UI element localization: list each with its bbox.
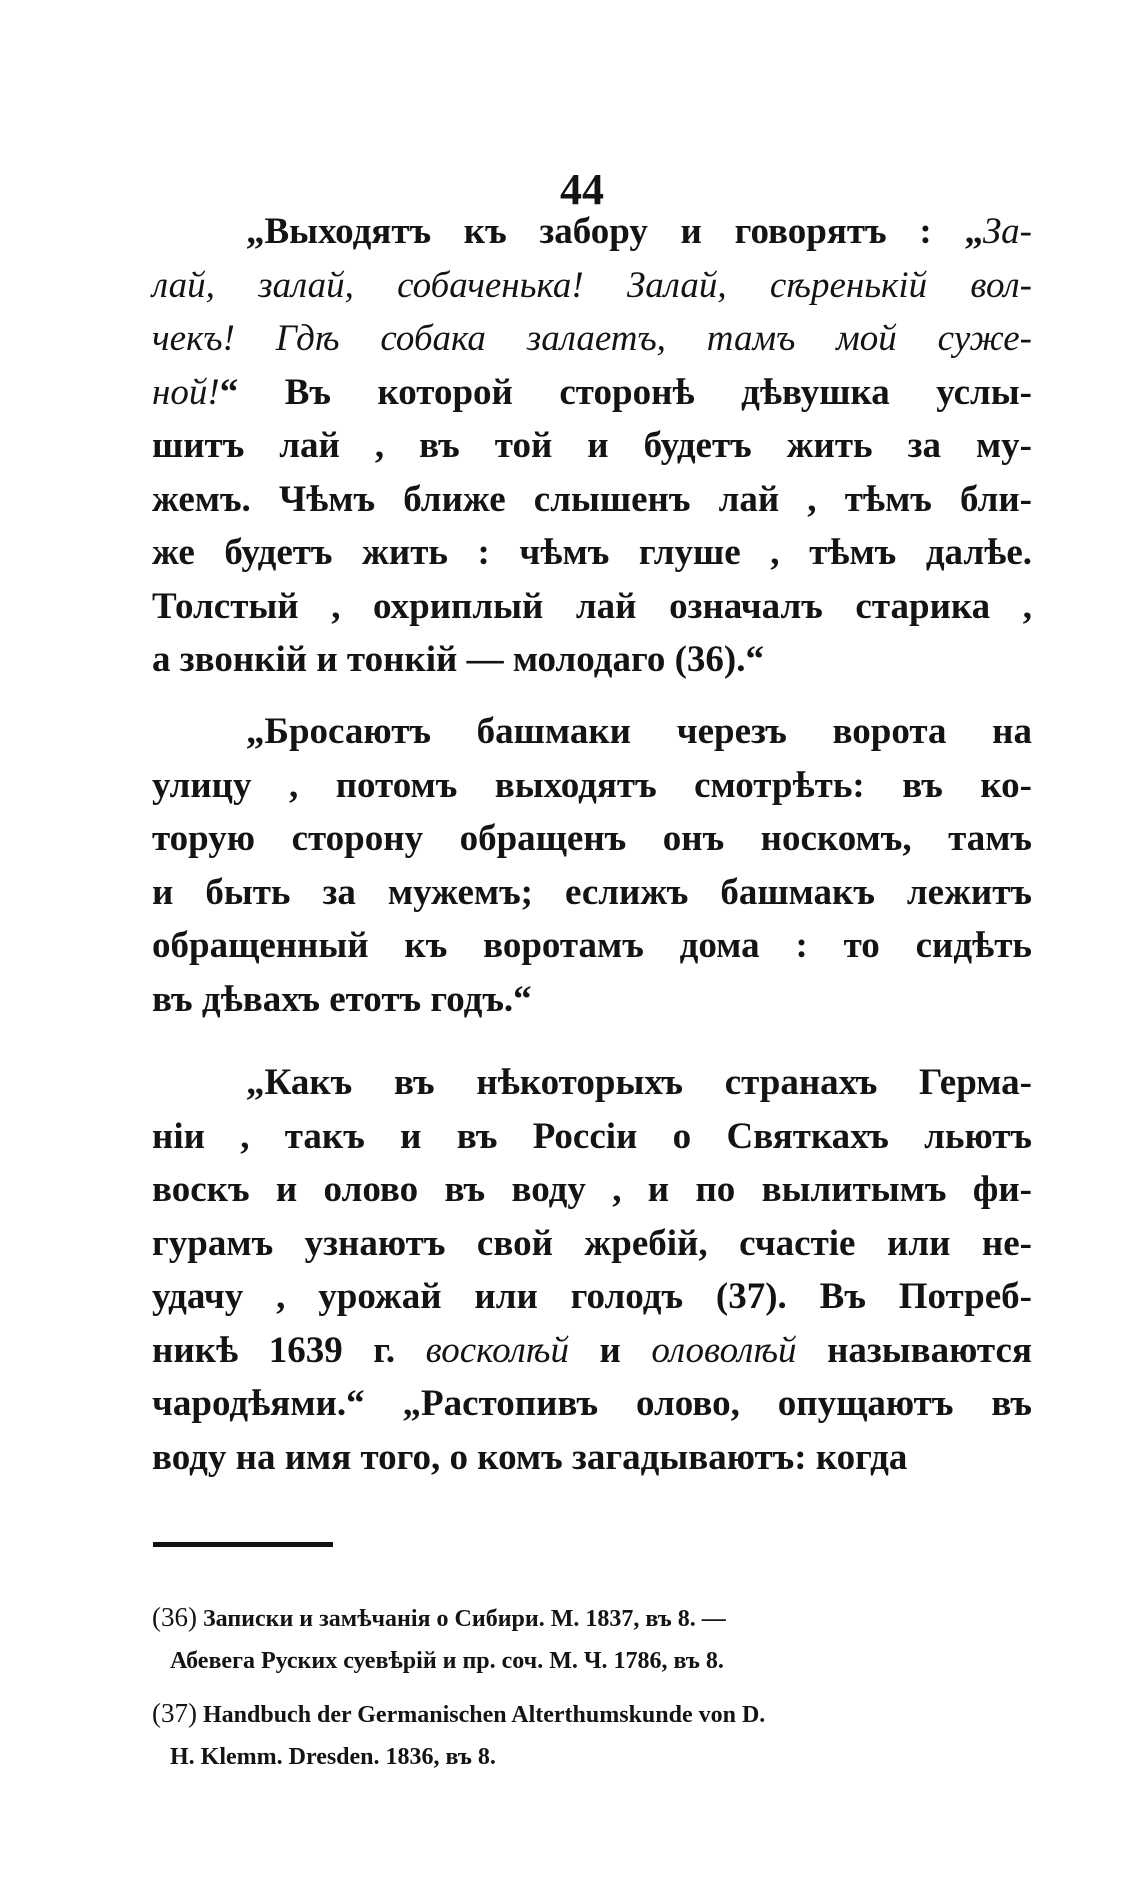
footnote-mark: (37) xyxy=(152,1698,197,1728)
text-run: улицу , потомъ выходятъ смотрѣть: въ ко- xyxy=(152,764,1032,806)
footnote-text: Абевега Руских суевѣрій и пр. соч. М. Ч. 1786, въ 8. xyxy=(170,1648,724,1674)
text-line xyxy=(152,1217,1032,1271)
italic-text-run: ной! xyxy=(152,371,220,413)
text-line xyxy=(152,580,1032,634)
footnote-36 xyxy=(152,1595,1032,1683)
footnote-line xyxy=(152,1595,1032,1639)
text-line xyxy=(152,205,1032,259)
text-run: торую сторону обращенъ онъ носкомъ, тамъ xyxy=(152,818,1032,859)
italic-text-run: лай, залай, собаченька! Залай, сѣренькій вол- xyxy=(152,264,1032,306)
text-run: обращенный къ воротамъ дома : то сидѣть xyxy=(152,925,1032,966)
text-run: и быть за мужемъ; еслижъ башмакъ лежитъ xyxy=(152,871,1032,913)
footnotes xyxy=(152,1595,1032,1779)
italic-text-run: оловолѣй xyxy=(651,1329,797,1371)
footnote-text: Handbuch der Germanischen Alterthumskunde von D. xyxy=(202,1702,766,1728)
text-run: удачу , урожай или голодъ (37). Въ Потреб- xyxy=(152,1276,1032,1317)
text-line xyxy=(152,259,1032,313)
text-line xyxy=(152,312,1032,366)
text-run: ніи , такъ и въ Россіи о Святкахъ льютъ xyxy=(152,1115,1032,1157)
text-line xyxy=(152,1324,1032,1378)
footnote-line xyxy=(152,1691,1032,1735)
text-line xyxy=(152,705,1032,759)
text-line xyxy=(152,1110,1032,1164)
page-number: 44 xyxy=(560,165,604,214)
text-run: “ Въ которой сторонѣ дѣвушка услы- xyxy=(219,371,1032,413)
text-line xyxy=(152,919,1032,973)
italic-text-run: чекъ! Гдѣ собака залаетъ, тамъ мой суже- xyxy=(152,318,1032,359)
paragraph-2 xyxy=(152,705,1032,1026)
text-line xyxy=(152,419,1032,473)
footnote-separator-rule xyxy=(153,1542,333,1547)
text-line xyxy=(152,366,1032,420)
paragraph-3 xyxy=(152,1056,1032,1484)
text-run: Толстый , охриплый лай означалъ старика , xyxy=(152,585,1032,627)
text-line xyxy=(152,1056,1032,1110)
text-run: „Какъ въ нѣкоторыхъ странахъ Герма- xyxy=(246,1062,1032,1103)
text-run: же будетъ жить : чѣмъ глуше , тѣмъ далѣе. xyxy=(152,532,1032,573)
text-line xyxy=(152,812,1032,866)
text-line xyxy=(152,473,1032,527)
footnote-line xyxy=(152,1639,1032,1683)
footnote-text: H. Klemm. Dresden. 1836, въ 8. xyxy=(170,1744,496,1770)
text-line xyxy=(152,633,1032,687)
text-run: „Бросаютъ башмаки черезъ ворота на xyxy=(246,711,1032,752)
text-run: и xyxy=(568,1329,652,1371)
footnote-text: Записки и замѣчанія о Сибири. М. 1837, въ 8. — xyxy=(202,1606,726,1632)
text-run: жемъ. Чѣмъ ближе слышенъ лай , тѣмъ бли- xyxy=(152,478,1032,520)
text-run: чародѣями.“ „Растопивъ олово, опущаютъ въ xyxy=(152,1383,1032,1424)
text-run: въ дѣвахъ етотъ годъ.“ xyxy=(152,978,532,1020)
italic-text-run: восколѣй xyxy=(425,1329,569,1371)
text-run: воскъ и олово въ воду , и по вылитымъ фи- xyxy=(152,1169,1032,1210)
text-run: „Выходятъ къ забору и говорятъ : „ xyxy=(246,211,983,252)
text-line xyxy=(152,1377,1032,1431)
paragraph-1 xyxy=(152,205,1032,687)
text-line xyxy=(152,1270,1032,1324)
footnote-mark: (36) xyxy=(152,1602,197,1632)
text-line xyxy=(152,973,1032,1027)
text-run: называются xyxy=(796,1329,1032,1371)
footnote-line xyxy=(152,1735,1032,1779)
text-run: шитъ лай , въ той и будетъ жить за му- xyxy=(152,425,1032,466)
text-run: воду на имя того, о комъ загадываютъ: когда xyxy=(152,1436,908,1478)
text-run: никѣ 1639 г. xyxy=(152,1329,426,1371)
text-line xyxy=(152,866,1032,920)
italic-text-run: За- xyxy=(982,211,1032,252)
text-run: гурамъ узнаютъ свой жребій, счастіе или не- xyxy=(152,1222,1032,1264)
text-line xyxy=(152,526,1032,580)
text-line xyxy=(152,1431,1032,1485)
text-line xyxy=(152,1163,1032,1217)
text-line xyxy=(152,759,1032,813)
text-run: а звонкій и тонкій — молодаго (36).“ xyxy=(152,639,764,680)
footnote-37 xyxy=(152,1691,1032,1779)
